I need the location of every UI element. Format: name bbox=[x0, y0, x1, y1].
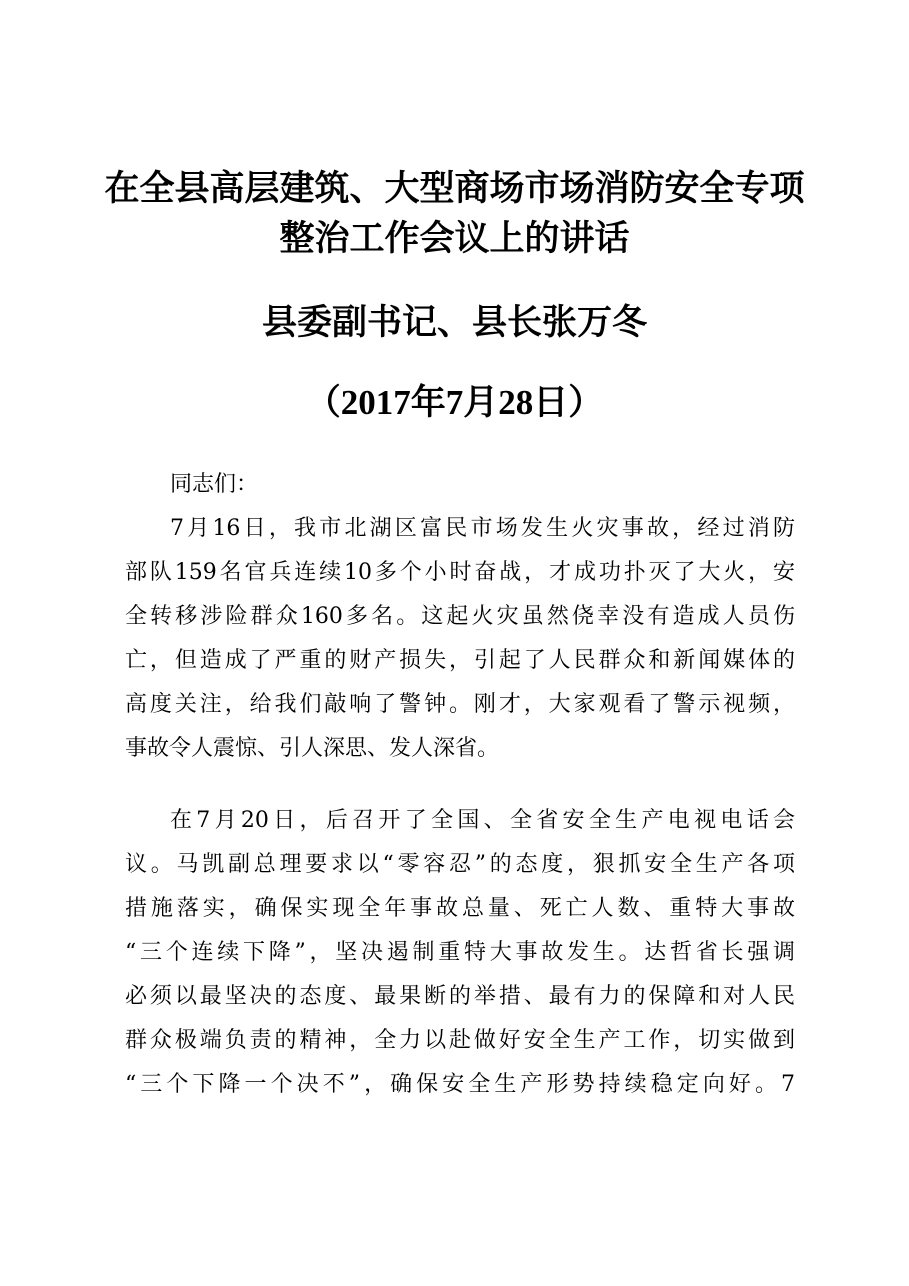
paragraph-line: 7月16日，我市北湖区富民市场发生火灾事故，经过消防 bbox=[170, 516, 795, 541]
document-date: （2017年7月28日） bbox=[305, 383, 604, 422]
paragraph-line: 事故令人震惊、引人深思、发人深省。 bbox=[125, 736, 500, 761]
paragraph-line: 措施落实，确保实现全年事故总量、死亡人数、重特大事故 bbox=[125, 896, 795, 921]
document-author: 县委副书记、县长张万冬 bbox=[261, 302, 647, 343]
paragraph-line: 在7月20日，后召开了全国、全省安全生产电视电话会 bbox=[170, 808, 795, 833]
paragraph-1 bbox=[125, 507, 795, 771]
paragraph-line: 高度关注，给我们敲响了警钟。刚才，大家观看了警示视频， bbox=[125, 692, 795, 717]
paragraph-2 bbox=[125, 799, 795, 1107]
paragraph-line: “三个连续下降”，坚决遏制重特大事故发生。达哲省长强调 bbox=[125, 940, 795, 965]
paragraph-line: “三个下降一个决不”，确保安全生产形势持续稳定向好。7 bbox=[125, 1072, 795, 1097]
paragraph-line: 全转移涉险群众160多名。这起火灾虽然侥幸没有造成人员伤 bbox=[125, 604, 795, 629]
paragraph-line: 群众极端负责的精神，全力以赴做好安全生产工作，切实做到 bbox=[125, 1028, 795, 1053]
document-title-line-1: 在全县高层建筑、大型商场市场消防安全专项 bbox=[104, 168, 805, 209]
paragraph-line: 必须以最坚决的态度、最果断的举措、最有力的保障和对人民 bbox=[125, 984, 795, 1009]
paragraph-line: 亡，但造成了严重的财产损失，引起了人民群众和新闻媒体的 bbox=[125, 648, 795, 673]
salutation: 同志们： bbox=[170, 472, 259, 497]
paragraph-line: 议。马凯副总理要求以“零容忍”的态度，狠抓安全生产各项 bbox=[125, 852, 795, 877]
paragraph-line: 部队159名官兵连续10多个小时奋战，才成功扑灭了大火，安 bbox=[125, 560, 795, 585]
document-title-line-2: 整治工作会议上的讲话 bbox=[279, 218, 630, 259]
